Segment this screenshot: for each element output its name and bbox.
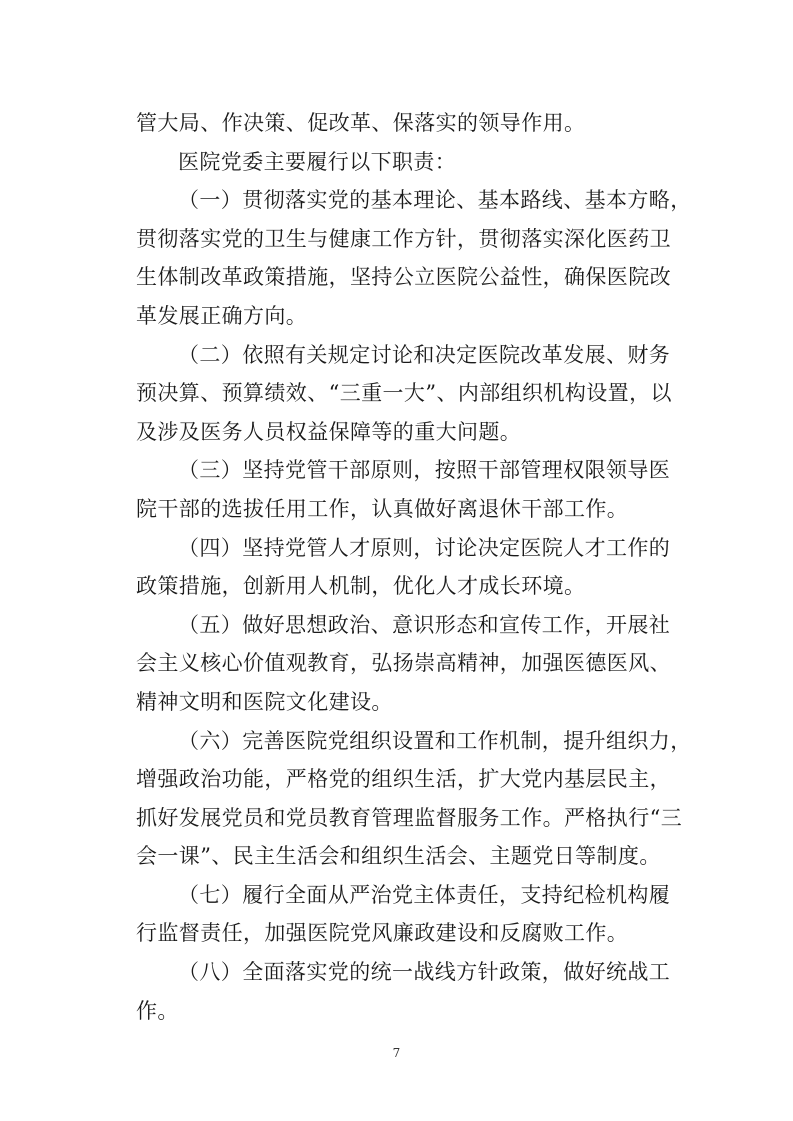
text-line: 及涉及医务人员权益保障等的重大问题。 (136, 419, 522, 444)
text-line: （三）坚持党管干部原则，按照干部管理权限领导医 (178, 458, 671, 483)
paragraph-8 (136, 876, 671, 953)
text-line: 精神文明和医院文化建设。 (136, 689, 393, 714)
text-line: （一）贯彻落实党的基本理论、基本路线、基本方略， (178, 188, 692, 213)
text-line: 院干部的选拔任用工作，认真做好离退休干部工作。 (136, 496, 629, 521)
paragraph-7 (136, 722, 692, 876)
paragraph-4 (136, 451, 671, 528)
page-number: 7 (392, 1046, 401, 1060)
text-line: （二）依照有关规定讨论和决定医院改革发展、财务 (178, 342, 671, 367)
text-line: 革发展正确方向。 (136, 303, 308, 328)
text-line: 作。 (136, 998, 179, 1023)
text-line: （四）坚持党管人才原则，讨论决定医院人才工作的 (178, 535, 671, 560)
paragraph-5 (136, 529, 671, 606)
text-line: 增强政治功能，严格党的组织生活，扩大党内基层民主， (136, 767, 671, 792)
text-line: 抓好发展党员和党员教育管理监督服务工作。严格执行“三 (136, 805, 683, 830)
text-line: （六）完善医院党组织设置和工作机制，提升组织力， (178, 728, 692, 753)
paragraph-3 (136, 336, 672, 452)
text-line: 会一课”、民主生活会和组织生活会、主题党日等制度。 (136, 844, 661, 869)
text-line: 医院党委主要履行以下职责： (178, 149, 457, 174)
text-line: （七）履行全面从严治党主体责任，支持纪检机构履 (178, 882, 671, 907)
text-line: 贯彻落实党的卫生与健康工作方针，贯彻落实深化医药卫 (136, 226, 671, 251)
text-line: 政策措施，创新用人机制，优化人才成长环境。 (136, 574, 586, 599)
paragraph-2 (136, 181, 692, 335)
text-line: 管大局、作决策、促改革、保落实的领导作用。 (136, 111, 586, 135)
paragraph-0 (136, 104, 666, 143)
text-line: 生体制改革政策措施，坚持公立医院公益性，确保医院改 (136, 265, 671, 290)
paragraph-9 (136, 953, 671, 1030)
paragraph-6 (136, 606, 671, 722)
body-text (136, 104, 692, 1030)
text-line: 预决算、预算绩效、“三重一大”、内部组织机构设置，以 (136, 381, 672, 406)
text-line: （五）做好思想政治、意识形态和宣传工作，开展社 (178, 612, 671, 637)
text-line: （八）全面落实党的统一战线方针政策，做好统战工 (178, 960, 671, 985)
paragraph-1 (136, 143, 666, 182)
text-line: 行监督责任，加强医院党风廉政建设和反腐败工作。 (136, 921, 629, 946)
text-line: 会主义核心价值观教育，弘扬崇高精神，加强医德医风、 (136, 651, 671, 676)
